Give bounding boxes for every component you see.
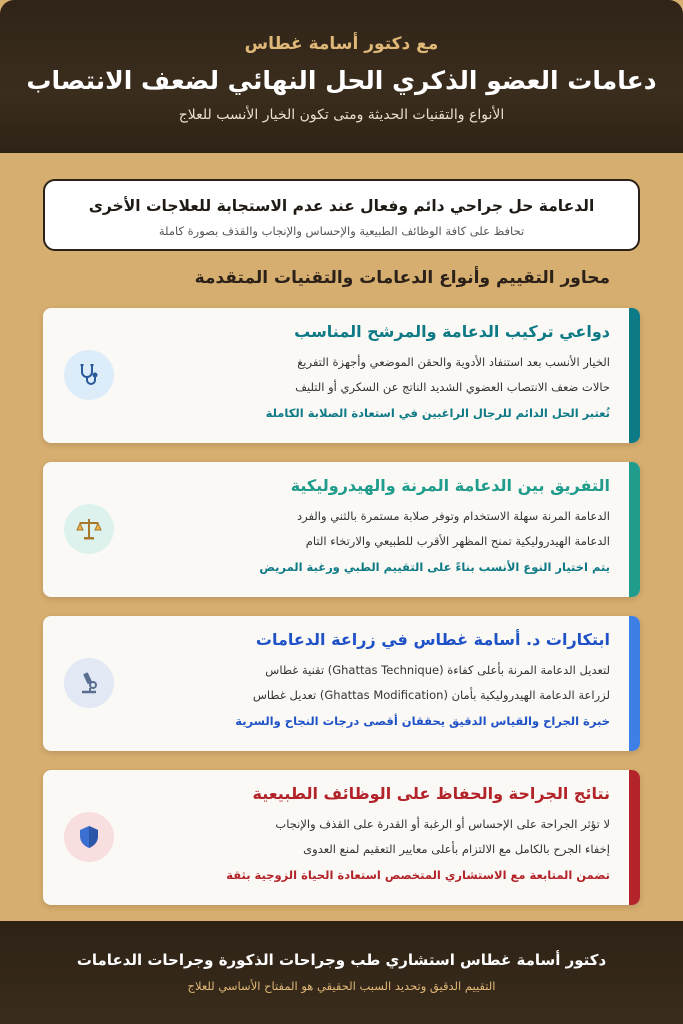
header-subtitle: الأنواع والتقنيات الحديثة ومتى تكون الخيار الأنسب للعلاج <box>178 107 505 123</box>
header <box>0 0 683 153</box>
header-kicker: مع دكتور أسامة غطاس <box>244 34 439 54</box>
banner-subtitle: تحافظ على كافة الوظائف الطبيعية والإحساس والإنجاب والقذف بصورة كاملة <box>158 224 525 238</box>
card-line: لتعديل الدعامة المرنة بأعلى كفاءة (Ghattas Technique) تقنية غطاس <box>265 663 610 677</box>
card-title: ابتكارات د. أسامة غطاس في زراعة الدعامات <box>255 630 610 649</box>
card-innovations <box>43 616 640 751</box>
section-title: محاور التقييم وأنواع الدعامات والتقنيات المتقدمة <box>194 268 610 288</box>
card-line: الدعامة الهيدروليكية تمنح المظهر الأقرب للطبيعي والارتخاء التام <box>305 534 610 548</box>
card-types-comparison <box>43 462 640 597</box>
card-line: لزراعة الدعامة الهيدروليكية بأمان (Ghattas Modification) تعديل غطاس <box>252 688 610 702</box>
card-note: تضمن المتابعة مع الاستشاري المتخصص استعادة الحياة الزوجية بثقة <box>226 868 610 882</box>
card-line: إخفاء الجرح بالكامل مع الالتزام بأعلى معايير التعقيم لمنع العدوى <box>303 842 610 856</box>
card-note: خبرة الجراح والقياس الدقيق يحققان أقصى درجات النجاح والسرية <box>235 714 610 728</box>
card-indications <box>43 308 640 443</box>
card-accent-stripe <box>629 308 640 443</box>
shield-icon <box>64 812 114 862</box>
card-accent-stripe <box>629 616 640 751</box>
key-message-banner <box>43 179 640 251</box>
footer <box>0 921 683 1024</box>
footer-title: دكتور أسامة غطاس استشاري طب وجراحات الذكورة وجراحات الدعامات <box>76 951 607 969</box>
card-line: الدعامة المرنة سهلة الاستخدام وتوفر صلابة مستمرة بالثني والفرد <box>297 509 610 523</box>
card-line: حالات ضعف الانتصاب العضوي الشديد الناتج عن السكري أو التليف <box>295 380 610 394</box>
card-title: دواعي تركيب الدعامة والمرشح المناسب <box>294 322 610 341</box>
card-title: نتائج الجراحة والحفاظ على الوظائف الطبيعية <box>252 784 610 803</box>
card-note: يتم اختيار النوع الأنسب بناءً على التقييم الطبي ورغبة المريض <box>259 560 610 574</box>
microscope-icon <box>64 658 114 708</box>
page-title: دعامات العضو الذكري الحل النهائي لضعف الانتصاب <box>26 66 657 95</box>
card-results <box>43 770 640 905</box>
stethoscope-icon <box>64 350 114 400</box>
card-line: الخيار الأنسب بعد استنفاد الأدوية والحقن الموضعي وأجهزة التفريغ <box>297 355 610 369</box>
card-note: تُعتبر الحل الدائم للرجال الراغبين في استعادة الصلابة الكاملة <box>265 406 610 420</box>
banner-title: الدعامة حل جراحي دائم وفعال عند عدم الاستجابة للعلاجات الأخرى <box>88 197 595 215</box>
scales-icon <box>64 504 114 554</box>
footer-subtitle: التقييم الدقيق وتحديد السبب الحقيقي هو المفتاح الأساسي للعلاج <box>187 979 496 993</box>
card-accent-stripe <box>629 770 640 905</box>
card-title: التفريق بين الدعامة المرنة والهيدروليكية <box>290 476 610 495</box>
card-line: لا تؤثر الجراحة على الإحساس أو الرغبة أو القدرة على القذف والإنجاب <box>275 817 610 831</box>
card-accent-stripe <box>629 462 640 597</box>
